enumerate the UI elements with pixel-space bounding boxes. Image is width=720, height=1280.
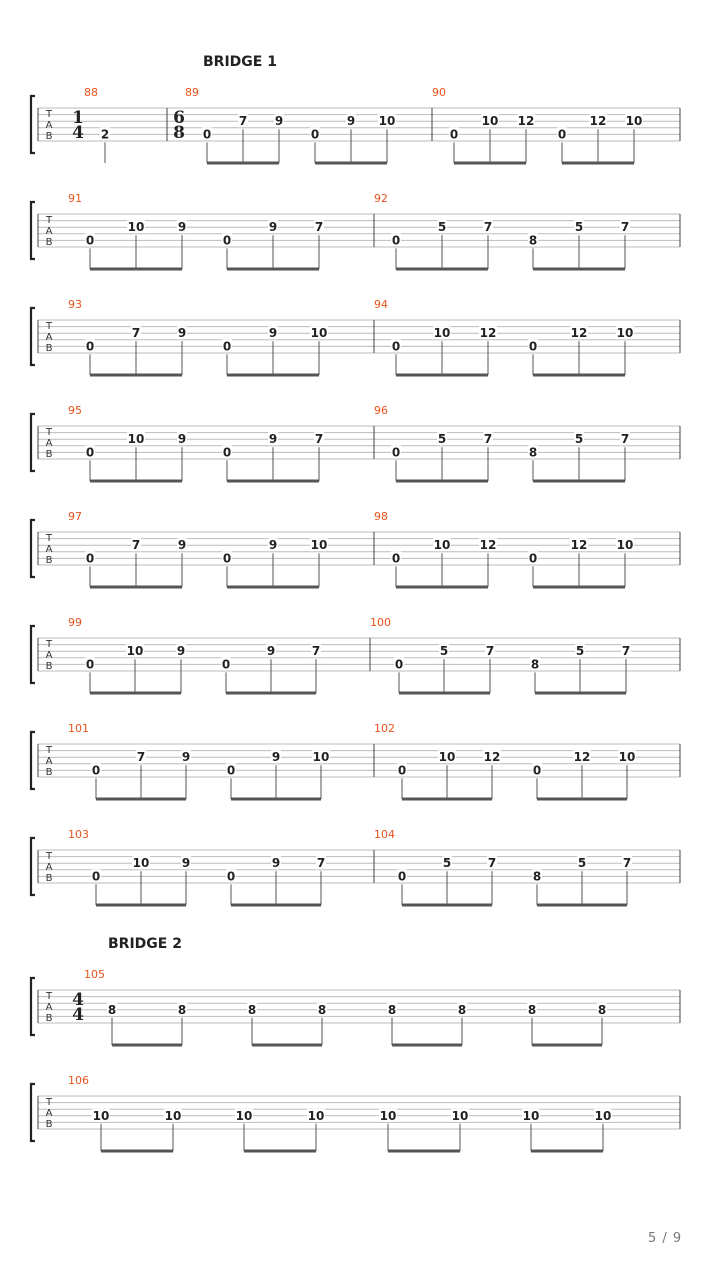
- fret-number: 9: [177, 432, 187, 447]
- fret-number: 7: [622, 856, 632, 871]
- fret-number: 10: [594, 1108, 612, 1123]
- fret-number: 10: [625, 114, 643, 129]
- tab-clef-letter: T: [45, 1097, 53, 1108]
- fret-number: 8: [317, 1002, 327, 1017]
- fret-number: 9: [268, 220, 278, 235]
- fret-number: 0: [528, 551, 538, 566]
- fret-number: 10: [433, 326, 451, 341]
- fret-number: 10: [310, 538, 328, 553]
- fret-number: 0: [391, 551, 401, 566]
- system-bracket: [31, 202, 35, 259]
- tab-clef-letter: B: [45, 1119, 53, 1130]
- fret-number: 7: [314, 220, 324, 235]
- fret-number: 0: [221, 657, 231, 672]
- measure-number: 99: [68, 616, 82, 629]
- fret-number: 7: [316, 856, 326, 871]
- fret-number: 0: [226, 869, 236, 884]
- tab-clef-letter: T: [45, 533, 53, 544]
- fret-number: 0: [397, 763, 407, 778]
- tab-clef-letter: T: [45, 745, 53, 756]
- fret-number: 9: [268, 326, 278, 341]
- fret-number: 12: [570, 326, 588, 341]
- measure-number: 94: [374, 298, 388, 311]
- time-signature-numerator: 6: [173, 108, 185, 128]
- fret-number: 10: [127, 220, 145, 235]
- system-bracket: [31, 1084, 35, 1141]
- tab-clef-letter: B: [45, 873, 53, 884]
- fret-number: 0: [202, 127, 212, 142]
- fret-number: 12: [483, 750, 501, 765]
- fret-number: 9: [271, 856, 281, 871]
- fret-number: 0: [85, 551, 95, 566]
- tab-clef-letter: B: [45, 555, 53, 566]
- fret-number: 0: [391, 233, 401, 248]
- tab-clef-letter: A: [45, 226, 53, 237]
- measure-number: 98: [374, 510, 388, 523]
- fret-number: 5: [439, 644, 449, 659]
- fret-number: 0: [528, 339, 538, 354]
- fret-number: 10: [379, 1108, 397, 1123]
- fret-number: 9: [271, 750, 281, 765]
- tab-clef-letter: A: [45, 1108, 53, 1119]
- fret-number: 9: [177, 220, 187, 235]
- tab-clef-letter: A: [45, 332, 53, 343]
- system-bracket: [31, 626, 35, 683]
- tab-clef-letter: A: [45, 1002, 53, 1013]
- tab-clef-letter: A: [45, 544, 53, 555]
- fret-number: 9: [268, 538, 278, 553]
- measure-number: 103: [68, 828, 89, 841]
- fret-number: 0: [391, 339, 401, 354]
- measure-number: 105: [84, 968, 105, 981]
- fret-number: 7: [131, 538, 141, 553]
- time-signature-numerator: 4: [72, 990, 84, 1010]
- fret-number: 12: [479, 538, 497, 553]
- system-bracket: [31, 96, 35, 153]
- fret-number: 10: [451, 1108, 469, 1123]
- fret-number: 0: [391, 445, 401, 460]
- tab-clef-letter: A: [45, 120, 53, 131]
- system-bracket: [31, 732, 35, 789]
- fret-number: 10: [310, 326, 328, 341]
- measure-number: 97: [68, 510, 82, 523]
- fret-number: 5: [575, 644, 585, 659]
- fret-number: 5: [442, 856, 452, 871]
- fret-number: 12: [589, 114, 607, 129]
- fret-number: 8: [457, 1002, 467, 1017]
- fret-number: 7: [483, 220, 493, 235]
- tab-clef-letter: B: [45, 343, 53, 354]
- fret-number: 0: [449, 127, 459, 142]
- fret-number: 5: [577, 856, 587, 871]
- measure-number: 89: [185, 86, 199, 99]
- tab-clef-letter: A: [45, 862, 53, 873]
- fret-number: 0: [222, 551, 232, 566]
- time-signature-denominator: 4: [72, 123, 84, 143]
- fret-number: 9: [274, 114, 284, 129]
- measure-number: 106: [68, 1074, 89, 1087]
- tab-clef-letter: T: [45, 639, 53, 650]
- fret-number: 0: [91, 763, 101, 778]
- fret-number: 10: [438, 750, 456, 765]
- measure-number: 101: [68, 722, 89, 735]
- fret-number: 10: [127, 432, 145, 447]
- tab-clef-letter: B: [45, 1013, 53, 1024]
- fret-number: 7: [136, 750, 146, 765]
- fret-number: 2: [100, 127, 110, 142]
- fret-number: 0: [394, 657, 404, 672]
- time-signature-denominator: 8: [173, 123, 185, 143]
- fret-number: 0: [222, 445, 232, 460]
- fret-number: 8: [528, 445, 538, 460]
- fret-number: 0: [85, 339, 95, 354]
- fret-number: 9: [176, 644, 186, 659]
- page-indicator: 5 / 9: [648, 1231, 683, 1246]
- fret-number: 0: [397, 869, 407, 884]
- system-bracket: [31, 414, 35, 471]
- measure-number: 96: [374, 404, 388, 417]
- tab-clef-letter: T: [45, 321, 53, 332]
- fret-number: 10: [616, 326, 634, 341]
- system-bracket: [31, 978, 35, 1035]
- fret-number: 8: [532, 869, 542, 884]
- tab-clef-letter: B: [45, 131, 53, 142]
- fret-number: 7: [620, 432, 630, 447]
- fret-number: 9: [266, 644, 276, 659]
- fret-number: 0: [310, 127, 320, 142]
- section-title-bridge-2: BRIDGE 2: [108, 936, 182, 952]
- fret-number: 10: [618, 750, 636, 765]
- fret-number: 0: [557, 127, 567, 142]
- fret-number: 9: [346, 114, 356, 129]
- section-title-bridge-1: BRIDGE 1: [203, 54, 277, 70]
- fret-number: 8: [528, 233, 538, 248]
- fret-number: 10: [164, 1108, 182, 1123]
- fret-number: 9: [177, 538, 187, 553]
- fret-number: 8: [597, 1002, 607, 1017]
- fret-number: 0: [222, 339, 232, 354]
- fret-number: 0: [85, 233, 95, 248]
- measure-number: 92: [374, 192, 388, 205]
- fret-number: 5: [437, 220, 447, 235]
- measure-number: 90: [432, 86, 446, 99]
- fret-number: 9: [181, 856, 191, 871]
- tab-clef-letter: B: [45, 767, 53, 778]
- fret-number: 7: [131, 326, 141, 341]
- measure-number: 93: [68, 298, 82, 311]
- fret-number: 7: [314, 432, 324, 447]
- fret-number: 8: [530, 657, 540, 672]
- system-bracket: [31, 520, 35, 577]
- fret-number: 7: [311, 644, 321, 659]
- time-signature-numerator: 1: [72, 108, 84, 128]
- tab-clef-letter: B: [45, 449, 53, 460]
- fret-number: 12: [570, 538, 588, 553]
- tab-clef-letter: T: [45, 427, 53, 438]
- fret-number: 12: [573, 750, 591, 765]
- fret-number: 7: [620, 220, 630, 235]
- fret-number: 10: [235, 1108, 253, 1123]
- fret-number: 0: [91, 869, 101, 884]
- measure-number: 95: [68, 404, 82, 417]
- fret-number: 7: [487, 856, 497, 871]
- fret-number: 10: [126, 644, 144, 659]
- fret-number: 10: [92, 1108, 110, 1123]
- tab-clef-letter: B: [45, 661, 53, 672]
- fret-number: 0: [85, 445, 95, 460]
- tab-clef-letter: A: [45, 756, 53, 767]
- fret-number: 10: [378, 114, 396, 129]
- fret-number: 9: [181, 750, 191, 765]
- fret-number: 7: [483, 432, 493, 447]
- measure-number: 102: [374, 722, 395, 735]
- fret-number: 10: [481, 114, 499, 129]
- measure-number: 91: [68, 192, 82, 205]
- fret-number: 10: [132, 856, 150, 871]
- fret-number: 7: [621, 644, 631, 659]
- fret-number: 8: [247, 1002, 257, 1017]
- tab-clef-letter: A: [45, 438, 53, 449]
- fret-number: 0: [222, 233, 232, 248]
- fret-number: 9: [268, 432, 278, 447]
- fret-number: 5: [574, 432, 584, 447]
- fret-number: 10: [307, 1108, 325, 1123]
- tab-clef-letter: B: [45, 237, 53, 248]
- fret-number: 10: [522, 1108, 540, 1123]
- fret-number: 9: [177, 326, 187, 341]
- fret-number: 8: [527, 1002, 537, 1017]
- fret-number: 7: [485, 644, 495, 659]
- fret-number: 10: [433, 538, 451, 553]
- fret-number: 10: [616, 538, 634, 553]
- measure-number: 104: [374, 828, 395, 841]
- measure-number: 100: [370, 616, 391, 629]
- fret-number: 0: [532, 763, 542, 778]
- tab-clef-letter: T: [45, 215, 53, 226]
- fret-number: 5: [574, 220, 584, 235]
- fret-number: 12: [517, 114, 535, 129]
- fret-number: 7: [238, 114, 248, 129]
- fret-number: 10: [312, 750, 330, 765]
- tab-clef-letter: T: [45, 991, 53, 1002]
- system-bracket: [31, 838, 35, 895]
- fret-number: 0: [85, 657, 95, 672]
- fret-number: 0: [226, 763, 236, 778]
- fret-number: 5: [437, 432, 447, 447]
- system-bracket: [31, 308, 35, 365]
- tab-clef-letter: T: [45, 109, 53, 120]
- time-signature-denominator: 4: [72, 1005, 84, 1025]
- fret-number: 12: [479, 326, 497, 341]
- tab-clef-letter: A: [45, 650, 53, 661]
- tab-clef-letter: T: [45, 851, 53, 862]
- fret-number: 8: [107, 1002, 117, 1017]
- measure-number: 88: [84, 86, 98, 99]
- fret-number: 8: [177, 1002, 187, 1017]
- fret-number: 8: [387, 1002, 397, 1017]
